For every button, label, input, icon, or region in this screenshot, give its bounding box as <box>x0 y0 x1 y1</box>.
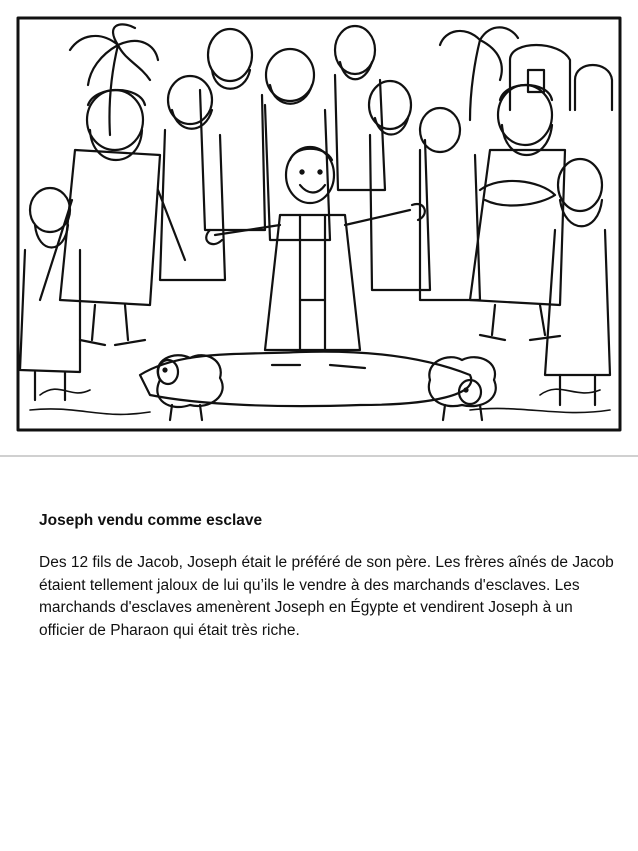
building <box>510 45 612 110</box>
palm-tree-right <box>440 27 518 120</box>
palm-tree-left <box>70 24 158 135</box>
brother-heads-back <box>168 26 460 152</box>
rock <box>140 352 471 407</box>
joseph-figure <box>206 147 425 368</box>
sheep-right <box>429 357 496 420</box>
sheep-left <box>157 355 222 420</box>
story-body: Des 12 fils de Jacob, Joseph était le préféré de son père. Les frères aînés de Jacob étaient tellement jaloux de lui qu’ils le vendre à des marchands d'esclaves. Les marchands d'esclaves amenèrent Joseph en Égypte et vendirent Joseph à un officier de Pharaon qui était très riche. <box>39 554 614 639</box>
brother-far-left <box>20 188 80 400</box>
caption <box>39 511 619 642</box>
brother-front-left <box>40 90 185 345</box>
story-title: Joseph vendu comme esclave <box>39 512 263 529</box>
